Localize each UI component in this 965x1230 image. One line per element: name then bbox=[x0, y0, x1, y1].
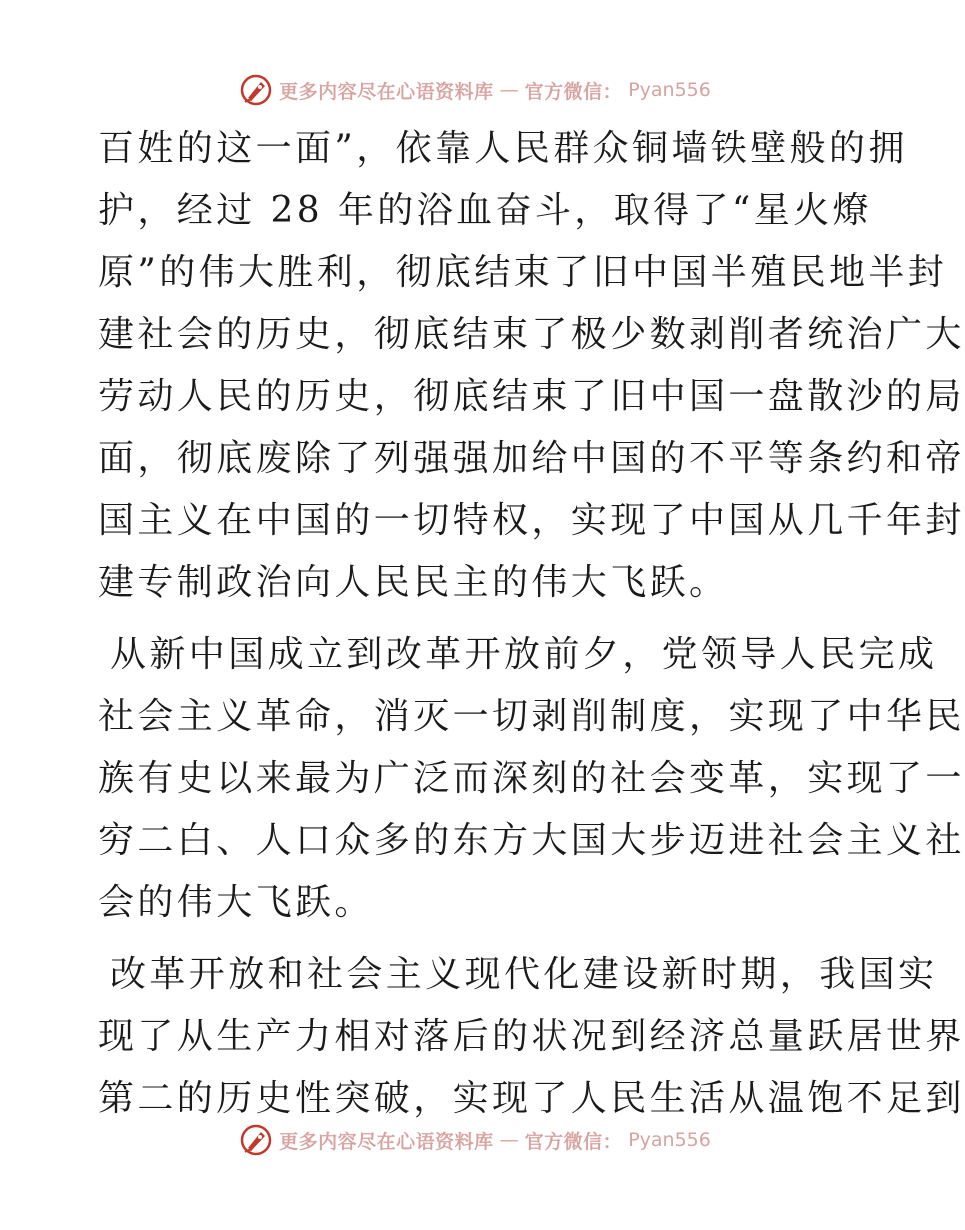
paragraph-1 bbox=[98, 118, 965, 614]
banner-title: 更多内容尽在心语资料库 bbox=[279, 1130, 494, 1153]
text-line: 劳动人民的历史，彻底结束了旧中国一盘散沙的局 bbox=[98, 376, 965, 417]
text-line: 族有史以来最为广泛而深刻的社会变革，实现了一 bbox=[98, 758, 965, 799]
text-line: 国主义在中国的一切特权，实现了中国从几千年封 bbox=[98, 500, 965, 541]
text-line: 第二的历史性突破，实现了人民生活从温饱不足到 bbox=[98, 1078, 965, 1119]
text-line: 原”的伟大胜利，彻底结束了旧中国半殖民地半封 bbox=[98, 252, 948, 293]
banner-dash: — bbox=[499, 1129, 519, 1151]
document-body bbox=[98, 118, 965, 1130]
banner-wechat-id: Pyan556 bbox=[628, 1129, 711, 1151]
paragraph-3 bbox=[98, 944, 965, 1130]
fountain-pen-logo-icon bbox=[239, 1123, 273, 1157]
text-line: 会的伟大飞跃。 bbox=[98, 882, 374, 923]
footer-banner bbox=[0, 1120, 950, 1160]
banner-dash: — bbox=[499, 79, 519, 101]
header-banner bbox=[0, 70, 950, 110]
banner-wechat-id: Pyan556 bbox=[628, 79, 711, 101]
fountain-pen-logo-icon bbox=[239, 73, 273, 107]
banner-official-label: 官方微信： bbox=[524, 80, 623, 103]
text-line: 护，经过 28 年的浴血奋斗，取得了“星火燎 bbox=[98, 190, 872, 231]
text-line: 改革开放和社会主义现代化建设新时期，我国实 bbox=[110, 954, 938, 995]
text-line: 社会主义革命，消灭一切剥削制度，实现了中华民 bbox=[98, 696, 965, 737]
text-line: 建社会的历史，彻底结束了极少数剥削者统治广大 bbox=[98, 314, 965, 355]
text-line: 从新中国成立到改革开放前夕，党领导人民完成 bbox=[110, 634, 938, 675]
text-line: 面，彻底废除了列强强加给中国的不平等条约和帝 bbox=[98, 438, 965, 479]
text-line: 穷二白、人口众多的东方大国大步迈进社会主义社 bbox=[98, 820, 965, 861]
banner-title: 更多内容尽在心语资料库 bbox=[279, 80, 494, 103]
text-line: 现了从生产力相对落后的状况到经济总量跃居世界 bbox=[98, 1016, 965, 1057]
banner-official-label: 官方微信： bbox=[524, 1130, 623, 1153]
paragraph-2 bbox=[98, 624, 965, 934]
text-line: 百姓的这一面”，依靠人民群众铜墙铁壁般的拥 bbox=[98, 128, 908, 169]
text-line: 建专制政治向人民民主的伟大飞跃。 bbox=[98, 562, 729, 603]
